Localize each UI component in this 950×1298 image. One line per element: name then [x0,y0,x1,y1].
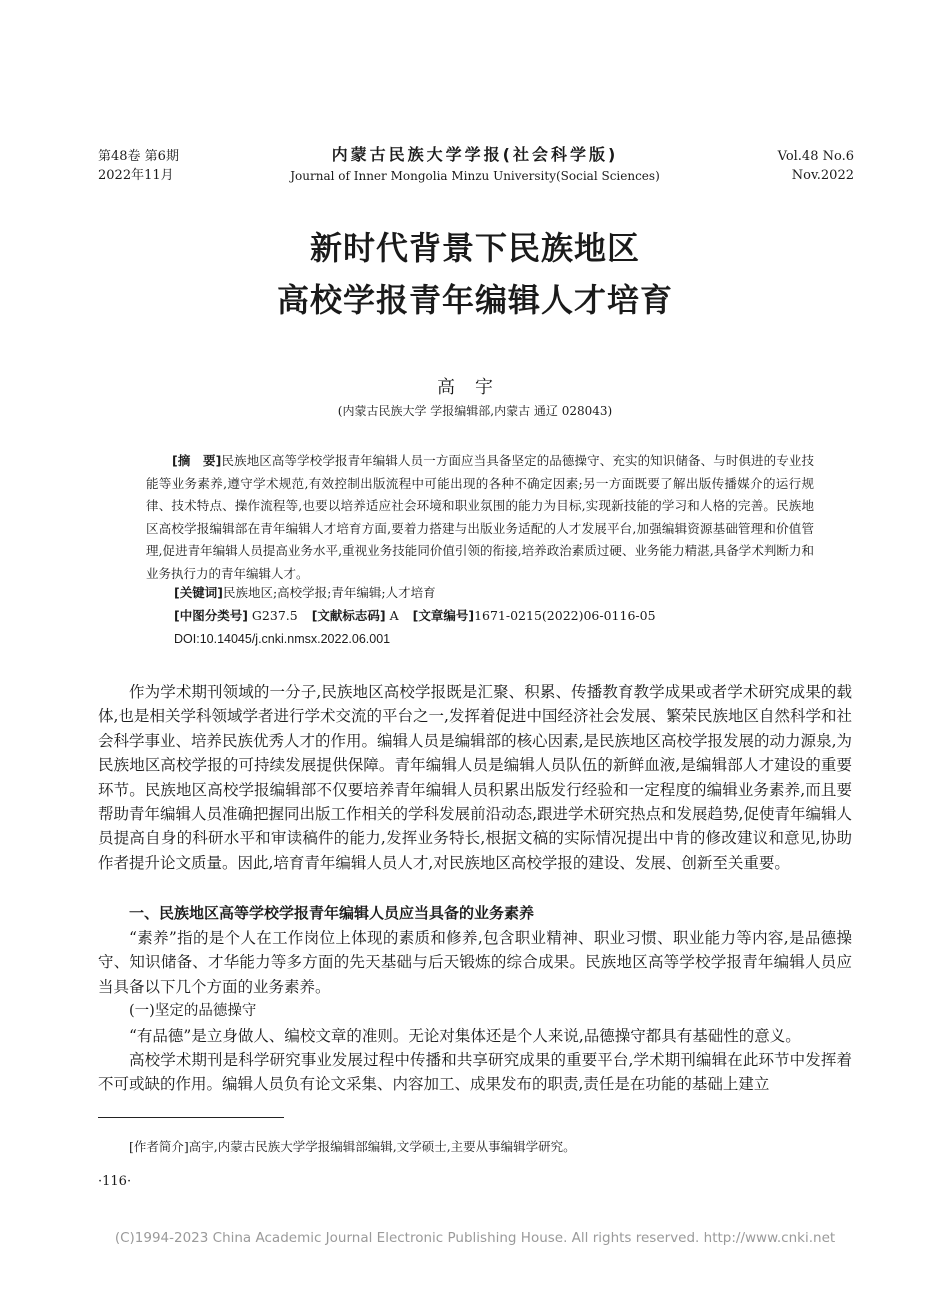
issue-info [98,147,179,185]
paragraph-journal-role: 高校学术期刊是科学研究事业发展过程中传播和共享研究成果的重要平台,学术期刊编辑在此环节中发挥着不可或缺的作用。编辑人员负有论文采集、内容加工、成果发布的职责,责任是在功能的基础上建立 [98,1051,852,1094]
body-paragraph [98,1048,852,1097]
article-number-label: [文章编号] [412,608,475,623]
classification-line [174,606,656,626]
journal-name-cn: 内蒙古民族大学学报(社会科学版) [331,145,619,164]
abstract [146,450,814,586]
paragraph-literacy-definition: “素养”指的是个人在工作岗位上体现的素质和修养,包含职业精神、职业习惯、职业能力等内容,是品德操守、知识储备、才华能力等多方面的先天基础与后天锻炼的综合成果。民族地区高等学校学报青年编辑人员应当具备以下几个方面的业务素养。 [98,929,852,996]
doc-code-label: [文献标志码] [311,608,386,623]
body-paragraph [98,1024,852,1048]
issue-date: 2022年11月 [98,168,174,183]
issue-date-en: Nov.2022 [791,168,854,183]
keywords-label: [关键词] [174,585,223,600]
paragraph-morality: “有品德”是立身做人、编校文章的准则。无论对集体还是个人来说,品德操守都具有基础性的意义。 [129,1027,801,1045]
paragraph-intro: 作为学术期刊领域的一分子,民族地区高校学报既是汇聚、积累、传播教育教学成果或者学术研究成果的载体,也是相关学科领域学者进行学术交流的平台之一,发挥着促进中国经济社会发展、繁荣民族地区自然科学和社会科学事业、培养民族优秀人才的作用。编辑人员是编辑部的核心因素,是民族地区高校学报发展的动力源泉,为民族地区高校学报的可持续发展提供保障。青年编辑人员是编辑人员队伍的新鲜血液,是编辑部人才建设的重要环节。民族地区高校学报编辑部不仅要培养青年编辑人员积累出版发行经验和一定程度的编辑业务素养,而且要帮助青年编辑人员准确把握同出版工作相关的学科发展前沿动态,跟进学术研究热点和发展趋势,促使青年编辑人员提高自身的科研水平和审读稿件的能力,发挥业务特长,根据文稿的实际情况提出中肯的修改建议和意见,协助作者提升论文质量。因此,培育青年编辑人员人才,对民族地区高校学报的建设、发展、创新至关重要。 [98,683,852,872]
clc-label: [中图分类号] [174,608,248,623]
page-number: ·116· [98,1174,132,1189]
volume-issue: 第48卷 第6期 [98,149,179,164]
footnote-divider [98,1117,284,1118]
author-affiliation: (内蒙古民族大学 学报编辑部,内蒙古 通辽 028043) [337,404,613,418]
doi: DOI:10.14045/j.cnki.nmsx.2022.06.001 [174,632,391,646]
volume-issue-en: Vol.48 No.6 [777,149,854,164]
author-footnote: [作者简介]高宇,内蒙古民族大学学报编辑部编辑,文学硕士,主要从事编辑学研究。 [129,1139,576,1154]
journal-header [250,143,700,185]
abstract-text: 民族地区高等学校学报青年编辑人员一方面应当具备坚定的品德操守、充实的知识储备、与时俱进的专业技能等业务素养,遵守学术规范,有效控制出版流程中可能出现的各种不确定因素;另一方面既要了解出版传播媒介的运行规律、技术特点、操作流程等,也要以培养适应社会环境和职业氛围的能力为目标,实现新技能的学习和人格的完善。民族地区高校学报编辑部在青年编辑人才培育方面,要着力搭建与出版业务适配的人才发展平台,加强编辑资源基础管理和价值管理,促进青年编辑人员提高业务水平,重视业务技能同价值引领的衔接,培养政治素质过硬、业务能力精湛,具备学术判断力和业务执行力的青年编辑人才。 [146,453,814,581]
journal-name-en: Journal of Inner Mongolia Minzu University(Social Sciences) [290,169,660,183]
author-name: 高宇 [437,377,513,398]
title-line-2: 高校学报青年编辑人才培育 [276,281,673,319]
body-paragraph [98,926,852,999]
body-paragraph [98,680,852,875]
doc-code-value: A [389,608,399,623]
section-heading: 一、民族地区高等学校学报青年编辑人员应当具备的业务素养 [129,904,535,922]
copyright-watermark: (C)1994-2023 China Academic Journal Electronic Publishing House. All rights reserved. http://www.cnki.net [114,1230,836,1246]
paper-title [0,222,950,326]
keywords-text: 民族地区;高校学报;青年编辑;人才培育 [222,585,436,600]
clc-value: G237.5 [251,608,298,623]
title-line-1: 新时代背景下民族地区 [309,229,640,267]
subsection-heading: (一)坚定的品德操守 [129,1003,257,1019]
keywords [174,583,436,603]
issue-info-en [778,147,854,185]
abstract-label: [摘 要] [172,453,222,468]
article-number-value: 1671-0215(2022)06-0116-05 [474,608,656,623]
